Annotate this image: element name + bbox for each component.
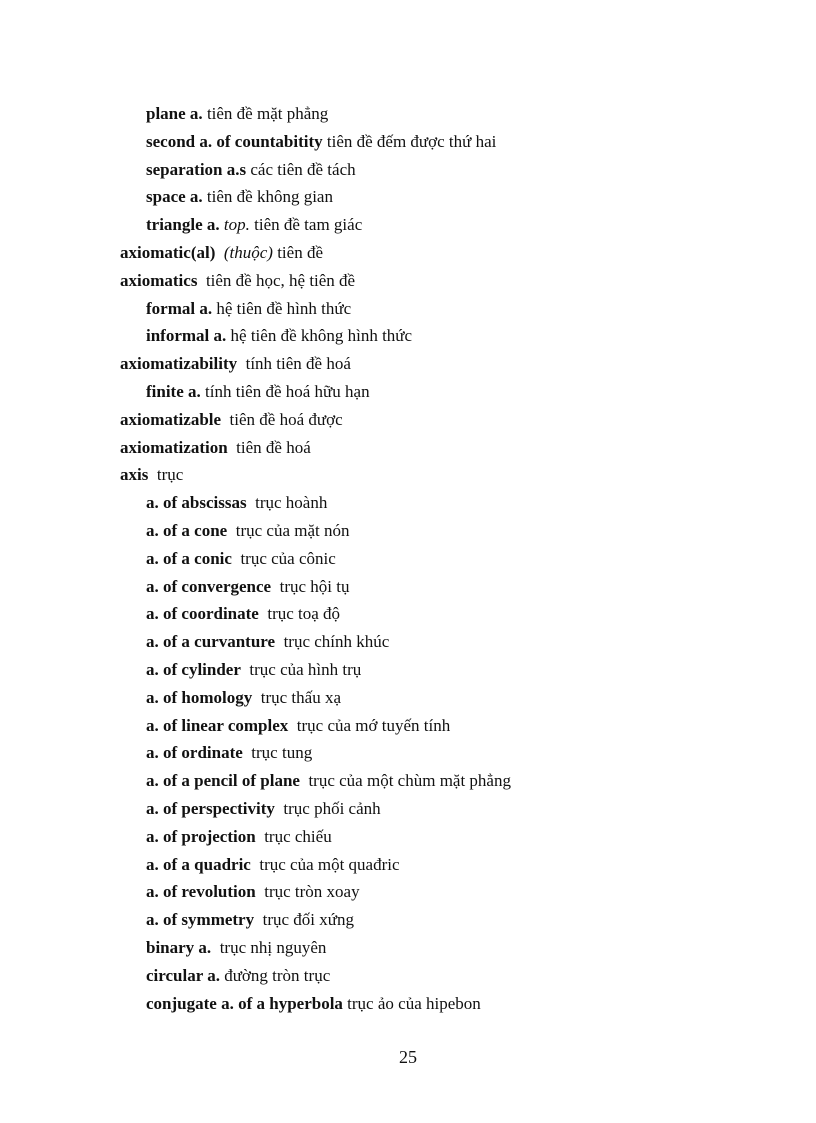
entry-definition: trục nhị nguyên — [211, 937, 327, 957]
sub-entry — [120, 739, 760, 767]
sub-entry — [120, 878, 760, 906]
entry-term: axiomatizability — [120, 354, 238, 374]
entry-note: top. — [219, 215, 250, 235]
entry-definition: tiên đề — [272, 242, 323, 262]
sub-entry — [120, 712, 760, 740]
headword-entry — [120, 461, 760, 489]
entry-definition: trục — [148, 465, 184, 485]
entry-definition: trục của một chùm mặt phẳng — [299, 771, 511, 791]
sub-entry — [120, 906, 760, 934]
headword-entry — [120, 239, 760, 267]
headword-entry — [120, 350, 760, 378]
entry-term: circular a. — [146, 965, 220, 985]
entry-note: (thuộc) — [215, 242, 273, 262]
entry-definition: trục đối xứng — [254, 910, 354, 930]
entry-definition: trục phối cảnh — [274, 798, 381, 818]
sub-entry — [120, 962, 760, 990]
entry-term: axiomatizable — [120, 409, 222, 429]
entry-term: a. of linear complex — [146, 715, 289, 735]
entry-definition: trục tung — [242, 743, 313, 763]
entry-term: a. of convergence — [146, 576, 272, 596]
entry-definition: trục chiếu — [255, 826, 332, 846]
entry-term: a. of a cone — [146, 520, 228, 540]
entry-definition: tiên đề tam giác — [249, 215, 363, 235]
entry-term: a. of a conic — [146, 548, 232, 568]
entry-term: informal a. — [146, 326, 227, 346]
entry-term: a. of symmetry — [146, 910, 255, 930]
entry-definition: hệ tiên đề không hình thức — [226, 326, 413, 346]
sub-entry — [120, 851, 760, 879]
sub-entry — [120, 517, 760, 545]
sub-entry — [120, 934, 760, 962]
entry-term: a. of revolution — [146, 882, 256, 902]
entry-term: a. of a curvanture — [146, 632, 276, 652]
sub-entry — [120, 573, 760, 601]
entry-definition: các tiên đề tách — [246, 159, 356, 179]
entry-term: finite a. — [146, 381, 201, 401]
entry-term: triangle a. — [146, 215, 220, 235]
entry-definition: trục thấu xạ — [252, 687, 341, 707]
entry-definition: đường tròn trục — [219, 965, 331, 985]
entry-term: binary a. — [146, 937, 212, 957]
sub-entry — [120, 767, 760, 795]
entry-definition: trục chính khúc — [275, 632, 390, 652]
headword-entry — [120, 406, 760, 434]
entry-definition: trục tròn xoay — [255, 882, 360, 902]
sub-entry — [120, 823, 760, 851]
headword-entry — [120, 267, 760, 295]
entry-term: space a. — [146, 187, 203, 207]
entry-term: separation a.s — [146, 159, 247, 179]
entry-term: a. of perspectivity — [146, 798, 275, 818]
sub-entry — [120, 545, 760, 573]
entry-term: conjugate a. of a hyperbola — [146, 993, 343, 1013]
entry-definition: trục hoành — [246, 493, 328, 513]
entry-term: formal a. — [146, 298, 213, 318]
headword-entry — [120, 434, 760, 462]
sub-entry — [120, 684, 760, 712]
entry-term: a. of coordinate — [146, 604, 259, 624]
sub-entry — [120, 211, 760, 239]
entry-definition: trục của mặt nón — [227, 520, 350, 540]
entry-definition: tiên đề mặt phẳng — [202, 104, 329, 123]
entry-term: axiomatization — [120, 437, 228, 457]
entry-definition: tiên đề đếm được thứ hai — [322, 131, 497, 151]
entry-term: axis — [120, 465, 149, 485]
sub-entry — [120, 795, 760, 823]
entry-term: a. of projection — [146, 826, 256, 846]
entry-definition: tính tiên đề hoá — [237, 354, 351, 374]
entry-term: a. of ordinate — [146, 743, 243, 763]
entry-term: a. of cylinder — [146, 659, 241, 679]
entry-definition: trục hội tụ — [271, 576, 350, 596]
sub-entry — [120, 322, 760, 350]
entry-term: axiomatic(al) — [120, 242, 216, 262]
page-number: 25 — [399, 1047, 417, 1067]
sub-entry — [120, 295, 760, 323]
entry-definition: trục toạ độ — [258, 604, 341, 624]
sub-entry — [120, 600, 760, 628]
entry-definition: tính tiên đề hoá hữu hạn — [200, 381, 370, 401]
entry-term: a. of a pencil of plane — [146, 771, 300, 791]
entry-definition: trục của hình trụ — [240, 659, 362, 679]
sub-entry — [120, 183, 760, 211]
entry-term: a. of a quadric — [146, 854, 251, 874]
entry-definition: tiên đề học, hệ tiên đề — [197, 270, 356, 290]
sub-entry — [120, 489, 760, 517]
entry-definition: trục của mớ tuyến tính — [288, 715, 451, 735]
sub-entry — [120, 156, 760, 184]
entry-definition: hệ tiên đề hình thức — [212, 298, 352, 318]
sub-entry — [120, 628, 760, 656]
entry-definition: trục của cônic — [231, 548, 336, 568]
entry-term: axiomatics — [120, 270, 198, 290]
dictionary-entries — [120, 100, 760, 1017]
entry-definition: trục ảo của hipebon — [342, 993, 481, 1013]
sub-entry — [120, 100, 760, 128]
entry-term: plane a. — [146, 104, 203, 123]
sub-entry — [120, 378, 760, 406]
entry-term: a. of abscissas — [146, 493, 247, 513]
entry-definition: tiên đề hoá được — [221, 409, 343, 429]
sub-entry — [120, 990, 760, 1018]
sub-entry — [120, 656, 760, 684]
sub-entry — [120, 128, 760, 156]
entry-definition: tiên đề hoá — [227, 437, 311, 457]
entry-term: second a. of countabitity — [146, 131, 323, 151]
entry-definition: trục của một quađric — [250, 854, 400, 874]
entry-definition: tiên đề không gian — [202, 187, 333, 207]
entry-term: a. of homology — [146, 687, 253, 707]
